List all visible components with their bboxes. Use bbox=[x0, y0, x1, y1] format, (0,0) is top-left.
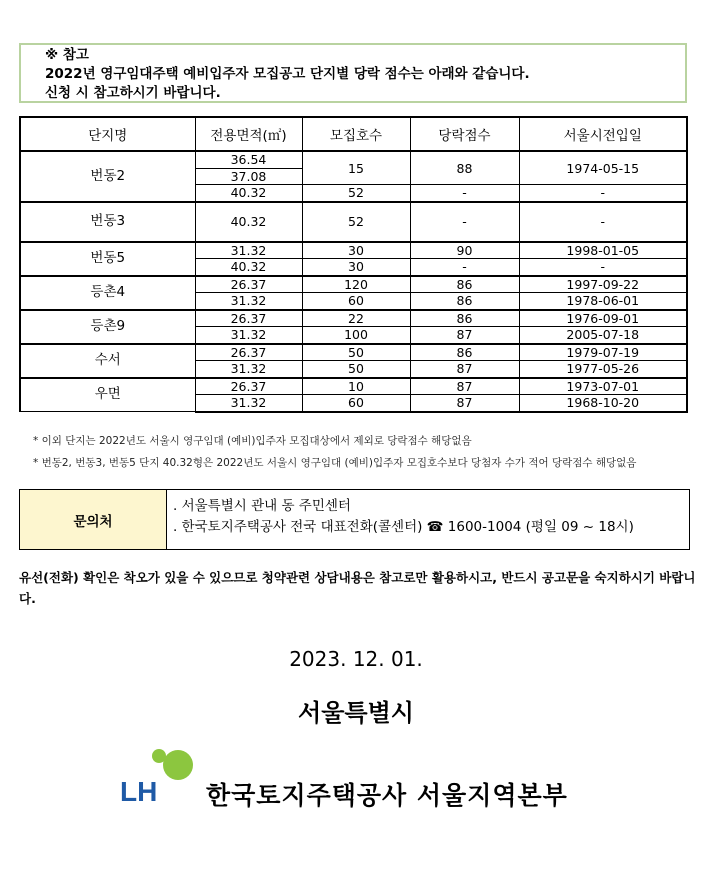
score-cell: - bbox=[410, 202, 519, 242]
area-cell: 31.32 bbox=[195, 242, 302, 259]
count-cell: 10 bbox=[302, 378, 410, 395]
table-row bbox=[20, 378, 687, 395]
score-cell: 86 bbox=[410, 293, 519, 310]
table-row bbox=[20, 276, 687, 293]
date-cell: - bbox=[519, 202, 687, 242]
score-cell: - bbox=[410, 259, 519, 276]
contact-lines bbox=[167, 490, 634, 549]
count-cell: 30 bbox=[302, 242, 410, 259]
score-cell: 88 bbox=[410, 151, 519, 185]
date-cell: 1978-06-01 bbox=[519, 293, 687, 310]
score-cell: 86 bbox=[410, 310, 519, 327]
area-cell: 40.32 bbox=[195, 259, 302, 276]
issuer-seoul: 서울특별시 bbox=[298, 699, 414, 727]
count-cell: 15 bbox=[302, 151, 410, 185]
footnote-1: * 이외 단지는 2022년도 서울시 영구임대 (예비)입주자 모집대상에서 제외로 당락점수 해당없음 bbox=[33, 435, 472, 447]
table-row bbox=[20, 151, 687, 168]
score-cell: 90 bbox=[410, 242, 519, 259]
date-cell: 1979-07-19 bbox=[519, 344, 687, 361]
score-cell: 87 bbox=[410, 361, 519, 378]
date-cell: 1977-05-26 bbox=[519, 361, 687, 378]
area-cell: 31.32 bbox=[195, 361, 302, 378]
date-cell: 1974-05-15 bbox=[519, 151, 687, 185]
score-cell: 86 bbox=[410, 344, 519, 361]
area-cell: 26.37 bbox=[195, 378, 302, 395]
logo-text: LH bbox=[120, 776, 158, 807]
area-cell: 31.32 bbox=[195, 395, 302, 412]
date-cell: 1976-09-01 bbox=[519, 310, 687, 327]
header-count: 모집호수 bbox=[302, 117, 410, 151]
logo-green-circle-small bbox=[152, 749, 166, 763]
logo-green-circle-large bbox=[163, 750, 193, 780]
score-cell: 87 bbox=[410, 378, 519, 395]
count-cell: 52 bbox=[302, 202, 410, 242]
notice-line-2: 신청 시 참고하시기 바랍니다. bbox=[45, 85, 221, 101]
contact-label: 문의처 bbox=[20, 490, 167, 549]
area-cell: 31.32 bbox=[195, 293, 302, 310]
warning-text: 유선(전화) 확인은 착오가 있을 수 있으므로 청약관련 상담내용은 참고로만 활용하시고, 반드시 공고문을 숙지하시기 바랍니다. bbox=[19, 570, 696, 606]
date-cell: 1997-09-22 bbox=[519, 276, 687, 293]
notice-title: ※ 참고 bbox=[45, 47, 89, 63]
complex-name: 번동3 bbox=[20, 202, 195, 242]
score-cell: 87 bbox=[410, 395, 519, 412]
notice-box bbox=[19, 43, 687, 103]
score-cell: 87 bbox=[410, 327, 519, 344]
notice-line-1: 2022년 영구임대주택 예비입주자 모집공고 단지별 당락 점수는 아래와 같습니다. bbox=[45, 66, 530, 82]
table-row bbox=[20, 310, 687, 327]
contact-line-2: . 한국토지주택공사 전국 대표전화(콜센터) ☎ 1600-1004 (평일 09 ~ 18시) bbox=[173, 519, 634, 535]
date-cell: 2005-07-18 bbox=[519, 327, 687, 344]
footnote-2: * 번동2, 번동3, 번동5 단지 40.32형은 2022년도 서울시 영구임대 (예비)입주자 모집호수보다 당첨자 수가 적어 당락점수 해당없음 bbox=[33, 457, 637, 469]
header-score: 당락점수 bbox=[410, 117, 519, 151]
contact-line-1: . 서울특별시 관내 동 주민센터 bbox=[173, 498, 351, 514]
score-cell: - bbox=[410, 185, 519, 202]
header-area: 전용면적(㎡) bbox=[195, 117, 302, 151]
count-cell: 60 bbox=[302, 395, 410, 412]
table-row bbox=[20, 344, 687, 361]
table-header-row bbox=[20, 117, 687, 151]
count-cell: 52 bbox=[302, 185, 410, 202]
date-cell: 1973-07-01 bbox=[519, 378, 687, 395]
area-cell: 26.37 bbox=[195, 310, 302, 327]
area-cell: 40.32 bbox=[195, 185, 302, 202]
count-cell: 120 bbox=[302, 276, 410, 293]
date-cell: - bbox=[519, 259, 687, 276]
count-cell: 60 bbox=[302, 293, 410, 310]
area-cell: 36.54 bbox=[195, 151, 302, 168]
notice-date: 2023. 12. 01. bbox=[289, 647, 423, 671]
organization-name: 한국토지주택공사 서울지역본부 bbox=[206, 781, 568, 810]
contact-box bbox=[19, 489, 690, 550]
score-table bbox=[19, 116, 688, 413]
complex-name: 우면 bbox=[20, 378, 195, 412]
complex-name: 수서 bbox=[20, 344, 195, 378]
header-date: 서울시전입일 bbox=[519, 117, 687, 151]
date-cell: 1998-01-05 bbox=[519, 242, 687, 259]
count-cell: 50 bbox=[302, 361, 410, 378]
complex-name: 번동5 bbox=[20, 242, 195, 276]
header-complex: 단지명 bbox=[20, 117, 195, 151]
area-cell: 37.08 bbox=[195, 168, 302, 185]
area-cell: 40.32 bbox=[195, 202, 302, 242]
complex-name: 번동2 bbox=[20, 151, 195, 202]
area-cell: 26.37 bbox=[195, 276, 302, 293]
date-cell: 1968-10-20 bbox=[519, 395, 687, 412]
lh-logo bbox=[112, 745, 202, 813]
count-cell: 50 bbox=[302, 344, 410, 361]
count-cell: 30 bbox=[302, 259, 410, 276]
complex-name: 등촌4 bbox=[20, 276, 195, 310]
area-cell: 26.37 bbox=[195, 344, 302, 361]
table-row bbox=[20, 242, 687, 259]
score-cell: 86 bbox=[410, 276, 519, 293]
count-cell: 100 bbox=[302, 327, 410, 344]
complex-name: 등촌9 bbox=[20, 310, 195, 344]
table-row bbox=[20, 202, 687, 242]
area-cell: 31.32 bbox=[195, 327, 302, 344]
count-cell: 22 bbox=[302, 310, 410, 327]
date-cell: - bbox=[519, 185, 687, 202]
